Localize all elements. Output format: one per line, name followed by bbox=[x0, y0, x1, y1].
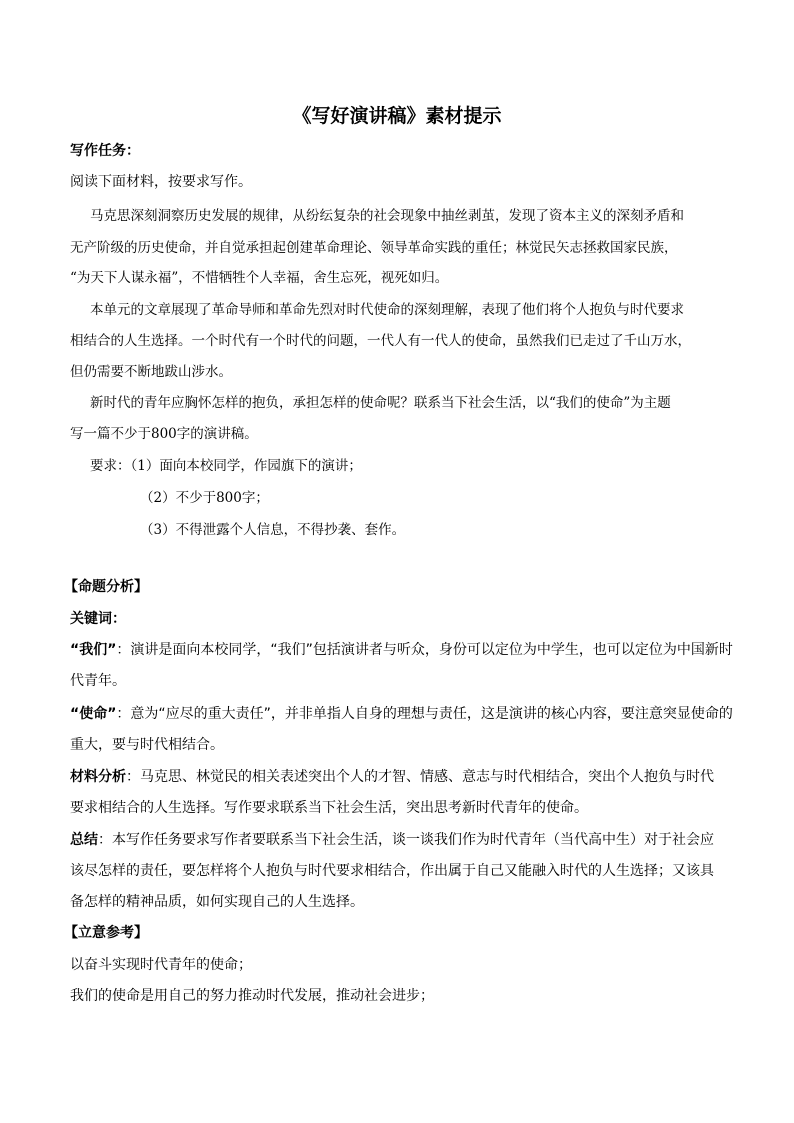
keyword-women-text-2: 代青年。 bbox=[70, 673, 126, 689]
keyword-women-paragraph bbox=[70, 640, 733, 660]
task-instruction: 阅读下面材料，按要求写作。 bbox=[70, 174, 252, 190]
document-title: 《写好演讲稿》素材提示 bbox=[292, 105, 502, 127]
summary-text-2: 该尽怎样的责任，要怎样将个人抱负与时代要求相结合，作出属于自己又能融入时代的人生选择；又该具 bbox=[70, 863, 714, 879]
material-line: 但仍需要不断地跋山涉水。 bbox=[70, 364, 232, 380]
material-line: “为天下人谋永福”，不惜牺牲个人幸福，舍生忘死，视死如归。 bbox=[70, 270, 449, 286]
summary-text-3: 备怎样的精神品质，如何实现自己的人生选择。 bbox=[70, 894, 364, 910]
material-analysis-text-2: 要求相结合的人生选择。写作要求联系当下社会生活，突出思考新时代青年的使命。 bbox=[70, 800, 588, 816]
analysis-heading: 【命题分析】 bbox=[64, 579, 148, 595]
material-line: 新时代的青年应胸怀怎样的抱负，承担怎样的使命呢？联系当下社会生活，以“我们的使命”为主题 bbox=[90, 395, 671, 411]
requirement-line: （2）不少于800字； bbox=[140, 490, 269, 506]
keyword-shiming-text-2: 重大，要与时代相结合。 bbox=[70, 737, 224, 753]
material-analysis-paragraph bbox=[70, 767, 714, 787]
reference-item: 以奋斗实现时代青年的使命； bbox=[70, 957, 252, 973]
keyword-shiming-text: ：意为“应尽的重大责任”，并非单指人自身的理想与责任，这是演讲的核心内容，要注意突显使命的 bbox=[116, 706, 733, 722]
material-analysis-text: ：马克思、林觉民的相关表述突出个人的才智、情感、意志与时代相结合，突出个人抱负与时代 bbox=[126, 769, 714, 785]
keyword-women-text: ：演讲是面向本校同学，“我们”包括演讲者与听众，身份可以定位为中学生，也可以定位为中国新时 bbox=[116, 642, 733, 658]
summary-label: 总结 bbox=[70, 832, 98, 848]
task-heading: 写作任务： bbox=[70, 143, 140, 159]
material-line: 无产阶级的历史使命，并自觉承担起创建革命理论、领导革命实践的重任；林觉民矢志拯救国家民族， bbox=[70, 240, 678, 256]
keyword-shiming-label: “使命” bbox=[70, 706, 117, 722]
requirement-line: （3）不得泄露个人信息，不得抄袭、套作。 bbox=[140, 522, 406, 538]
summary-text: ：本写作任务要求写作者要联系当下社会生活，谈一谈我们作为时代青年（当代高中生）对于社会应 bbox=[98, 832, 714, 848]
keyword-women-label: “我们” bbox=[70, 642, 117, 658]
reference-item: 我们的使命是用自己的努力推动时代发展，推动社会进步； bbox=[70, 988, 434, 1004]
requirement-line: 要求：（1）面向本校同学，作园旗下的演讲； bbox=[90, 458, 362, 474]
reference-heading: 【立意参考】 bbox=[64, 925, 148, 941]
material-line: 写一篇不少于800字的演讲稿。 bbox=[70, 426, 258, 442]
material-analysis-label: 材料分析 bbox=[70, 769, 126, 785]
keyword-shiming-paragraph bbox=[70, 704, 733, 724]
material-line: 本单元的文章展现了革命导师和革命先烈对时代使命的深刻理解，表现了他们将个人抱负与时代要求 bbox=[90, 302, 684, 318]
summary-paragraph bbox=[70, 830, 714, 850]
keywords-label: 关键词： bbox=[70, 611, 126, 627]
material-line: 相结合的人生选择。一个时代有一个时代的问题，一代人有一代人的使命，虽然我们已走过了千山万水， bbox=[70, 333, 691, 349]
material-line: 马克思深刻洞察历史发展的规律，从纷纭复杂的社会现象中抽丝剥茧，发现了资本主义的深刻矛盾和 bbox=[90, 208, 684, 224]
